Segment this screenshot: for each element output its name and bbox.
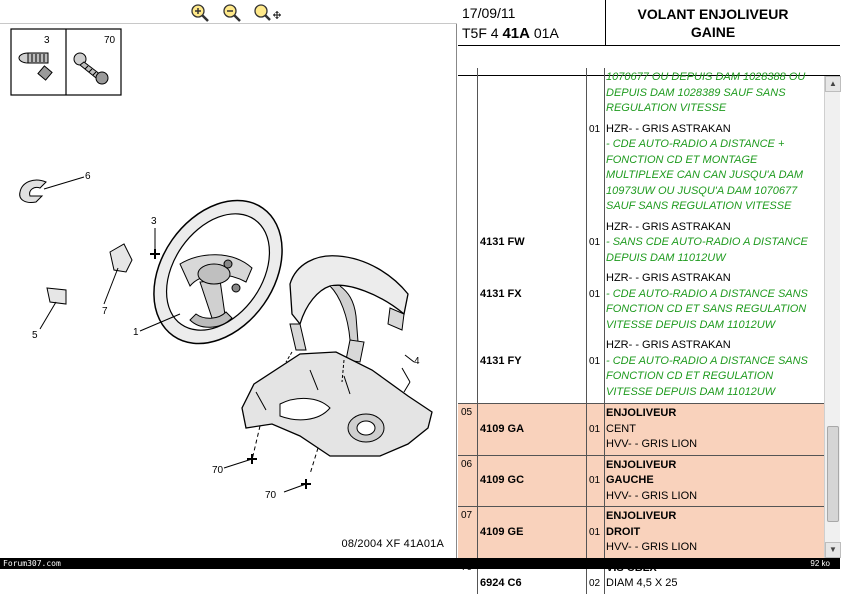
part-description-line: 1070677 OU DEPUIS DAM 1028388 OU [606, 71, 806, 83]
part-description-line: MULTIPLEXE CAN CAN JUSQU'A DAM [606, 169, 804, 181]
part-description-line: HZR- - GRIS ASTRAKAN [606, 220, 731, 233]
part-quantity: 01 [589, 423, 601, 435]
part-description-line: DEPUIS DAM 1028389 SAUF SANS [606, 86, 786, 99]
part-reference: 4131 FW [480, 236, 525, 248]
part-quantity: 01 [589, 288, 601, 300]
zoom-in-button[interactable] [188, 2, 212, 22]
exploded-view-diagram [0, 24, 457, 558]
zoom-in-icon [188, 2, 212, 22]
vertical-scrollbar[interactable] [824, 76, 840, 558]
part-description-line: DEPUIS DAM 11012UW [606, 251, 726, 264]
part-description-line: DIAM 4,5 X 25 [606, 577, 678, 589]
part-description-line: FONCTION CD ET REGULATION [606, 370, 774, 382]
part-description-line: FONCTION CD ET SANS REGULATION [606, 303, 807, 315]
zoom-toolbar [0, 0, 457, 24]
header-code-prefix: T5F 4 [462, 25, 503, 41]
callout-1: 1 [133, 327, 139, 338]
part-description-line: DROIT [606, 525, 641, 538]
row-index: 06 [461, 458, 473, 470]
status-bar [0, 558, 840, 569]
part-description-line: - CDE AUTO-RADIO A DISTANCE SANS [606, 287, 808, 300]
part-description-line: REGULATION VITESSE [606, 102, 727, 114]
table-row[interactable] [458, 269, 824, 336]
header-code-suffix: 01A [530, 25, 559, 41]
part-reference: 4131 FX [480, 287, 522, 300]
table-row[interactable] [458, 68, 824, 120]
part-reference: 4109 GE [480, 525, 524, 538]
part-description-line: CENT [606, 422, 636, 435]
callout-6: 6 [85, 171, 91, 182]
callout-inset-3: 3 [44, 35, 50, 46]
header-title-line1: VOLANT ENJOLIVEUR [637, 6, 789, 22]
table-row[interactable] [458, 506, 824, 558]
table-row[interactable] [458, 403, 824, 455]
scroll-down-arrow[interactable]: ▼ [825, 542, 841, 558]
status-file-size: 92 ko [810, 559, 830, 568]
scrollbar-thumb[interactable] [827, 426, 839, 522]
part-quantity: 01 [589, 237, 601, 248]
part-description-line: - SANS CDE AUTO-RADIO A DISTANCE [606, 236, 808, 248]
part-reference: 4131 FY [480, 354, 522, 367]
callout-4: 4 [414, 356, 420, 367]
header-code-bold: 41A [502, 25, 530, 42]
header-left-cell [458, 0, 606, 46]
status-left-text: Forum307.com [3, 559, 61, 568]
part-description-line: FONCTION CD ET MONTAGE [606, 153, 758, 166]
callout-5: 5 [32, 330, 38, 341]
parts-header [458, 0, 840, 46]
part-description-line: ENJOLIVEUR [606, 458, 677, 471]
part-description-line: ENJOLIVEUR [606, 510, 677, 522]
part-reference: 4109 GC [480, 474, 525, 486]
part-quantity: 01 [589, 123, 601, 135]
part-description-line: HZR- - GRIS ASTRAKAN [606, 339, 731, 351]
callout-7: 7 [102, 306, 108, 317]
header-date: 17/09/11 [462, 5, 516, 21]
part-description-line: - CDE AUTO-RADIO A DISTANCE SANS [606, 354, 808, 367]
zoom-out-icon [220, 2, 244, 22]
part-description-line: HVV- - GRIS LION [606, 489, 698, 502]
zoom-pan-icon [252, 2, 282, 22]
row-index: 05 [461, 407, 473, 418]
steering-wheel-drawing [127, 176, 308, 368]
callout-inset-70: 70 [104, 35, 116, 46]
part-description-line: ENJOLIVEUR [606, 407, 677, 419]
part-description-line: GAUCHE [606, 474, 654, 486]
part-description-line: HZR- - GRIS ASTRAKAN [606, 272, 731, 284]
part-description-line: HVV- - GRIS LION [606, 438, 698, 450]
part-quantity: 02 [589, 578, 601, 589]
callout-3: 3 [151, 216, 157, 227]
zoom-pan-button[interactable] [252, 2, 282, 22]
part-description-line: 10973UW OU JUSQU'A DAM 1070677 [606, 184, 798, 197]
part-reference: 4109 GA [480, 422, 525, 435]
callout-70-a: 70 [212, 465, 224, 476]
row-index: 07 [461, 510, 473, 521]
part-quantity: 01 [589, 355, 601, 367]
part-reference: 6924 C6 [480, 577, 522, 589]
header-code [462, 25, 559, 42]
part-quantity: 01 [589, 526, 601, 538]
header-title [606, 0, 820, 46]
table-row[interactable] [458, 336, 824, 403]
callout-70-b: 70 [265, 490, 277, 501]
part-description-line: VITESSE DEPUIS DAM 11012UW [606, 318, 776, 331]
part-description-line: SAUF SANS REGULATION VITESSE [606, 200, 792, 212]
upper-shroud-drawing [290, 256, 408, 362]
table-row[interactable] [458, 455, 824, 507]
part-6-trim [20, 180, 46, 202]
header-title-line2: GAINE [690, 24, 736, 40]
part-description-line: VITESSE DEPUIS DAM 11012UW [606, 385, 776, 398]
part-description-line: - CDE AUTO-RADIO A DISTANCE + [606, 138, 785, 150]
part-description-line: HZR- - GRIS ASTRAKAN [606, 122, 731, 135]
table-row[interactable] [458, 120, 824, 218]
lower-shroud-drawing [242, 352, 432, 456]
part-quantity: 01 [589, 475, 601, 486]
part-description-line: HVV- - GRIS LION [606, 541, 698, 553]
scroll-up-arrow[interactable]: ▲ [825, 76, 841, 92]
part-7-trim [110, 244, 132, 272]
part-5-trim [47, 288, 66, 304]
diagram-caption: 08/2004 XF 41A01A [341, 538, 444, 550]
table-row[interactable] [458, 218, 824, 270]
zoom-out-button[interactable] [220, 2, 244, 22]
